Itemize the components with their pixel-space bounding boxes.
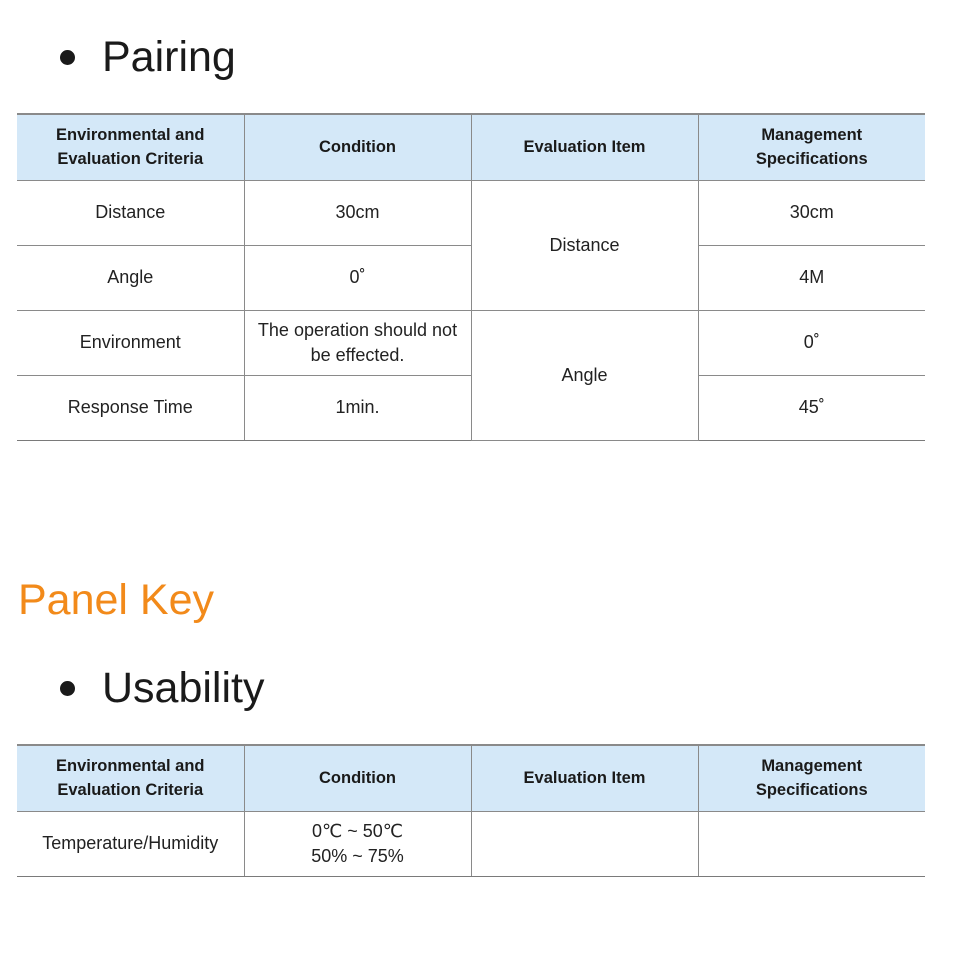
cell-criteria: Angle (17, 246, 244, 311)
cell-spec: 0˚ (698, 311, 925, 376)
header-evaluation-item: Evaluation Item (471, 114, 698, 181)
cell-condition (244, 812, 471, 877)
cell-evaluation-item (471, 812, 698, 877)
cell-evaluation-item: Distance (471, 181, 698, 311)
cell-criteria: Temperature/Humidity (17, 812, 244, 877)
usability-table (17, 744, 925, 877)
cell-spec: 4M (698, 246, 925, 311)
table-row (17, 812, 925, 877)
usability-heading (60, 664, 265, 712)
header-evaluation-item: Evaluation Item (471, 745, 698, 812)
header-condition: Condition (244, 114, 471, 181)
table-row (17, 311, 925, 376)
table-header-row (17, 745, 925, 812)
condition-line: 50% ~ 75% (311, 846, 404, 866)
header-condition: Condition (244, 745, 471, 812)
cell-spec (698, 812, 925, 877)
cell-evaluation-item: Angle (471, 311, 698, 441)
bullet-icon (60, 50, 75, 65)
cell-criteria: Distance (17, 181, 244, 246)
cell-spec: 30cm (698, 181, 925, 246)
table-header-row (17, 114, 925, 181)
header-management-specs: Management Specifications (698, 114, 925, 181)
cell-condition: The operation should not be effected. (244, 311, 471, 376)
usability-heading-text: Usability (102, 664, 265, 712)
bullet-icon (60, 681, 75, 696)
section-title-panel-key: Panel Key (18, 576, 215, 624)
table-row (17, 181, 925, 246)
cell-condition: 1min. (244, 376, 471, 441)
condition-line: 0℃ ~ 50℃ (312, 820, 403, 841)
header-criteria: Environmental and Evaluation Criteria (17, 114, 244, 181)
pairing-heading (60, 33, 236, 81)
pairing-table (17, 113, 925, 441)
cell-criteria: Response Time (17, 376, 244, 441)
header-management-specs: Management Specifications (698, 745, 925, 812)
cell-condition: 0˚ (244, 246, 471, 311)
header-criteria: Environmental and Evaluation Criteria (17, 745, 244, 812)
cell-condition: 30cm (244, 181, 471, 246)
cell-criteria: Environment (17, 311, 244, 376)
cell-spec: 45˚ (698, 376, 925, 441)
pairing-heading-text: Pairing (102, 33, 236, 81)
